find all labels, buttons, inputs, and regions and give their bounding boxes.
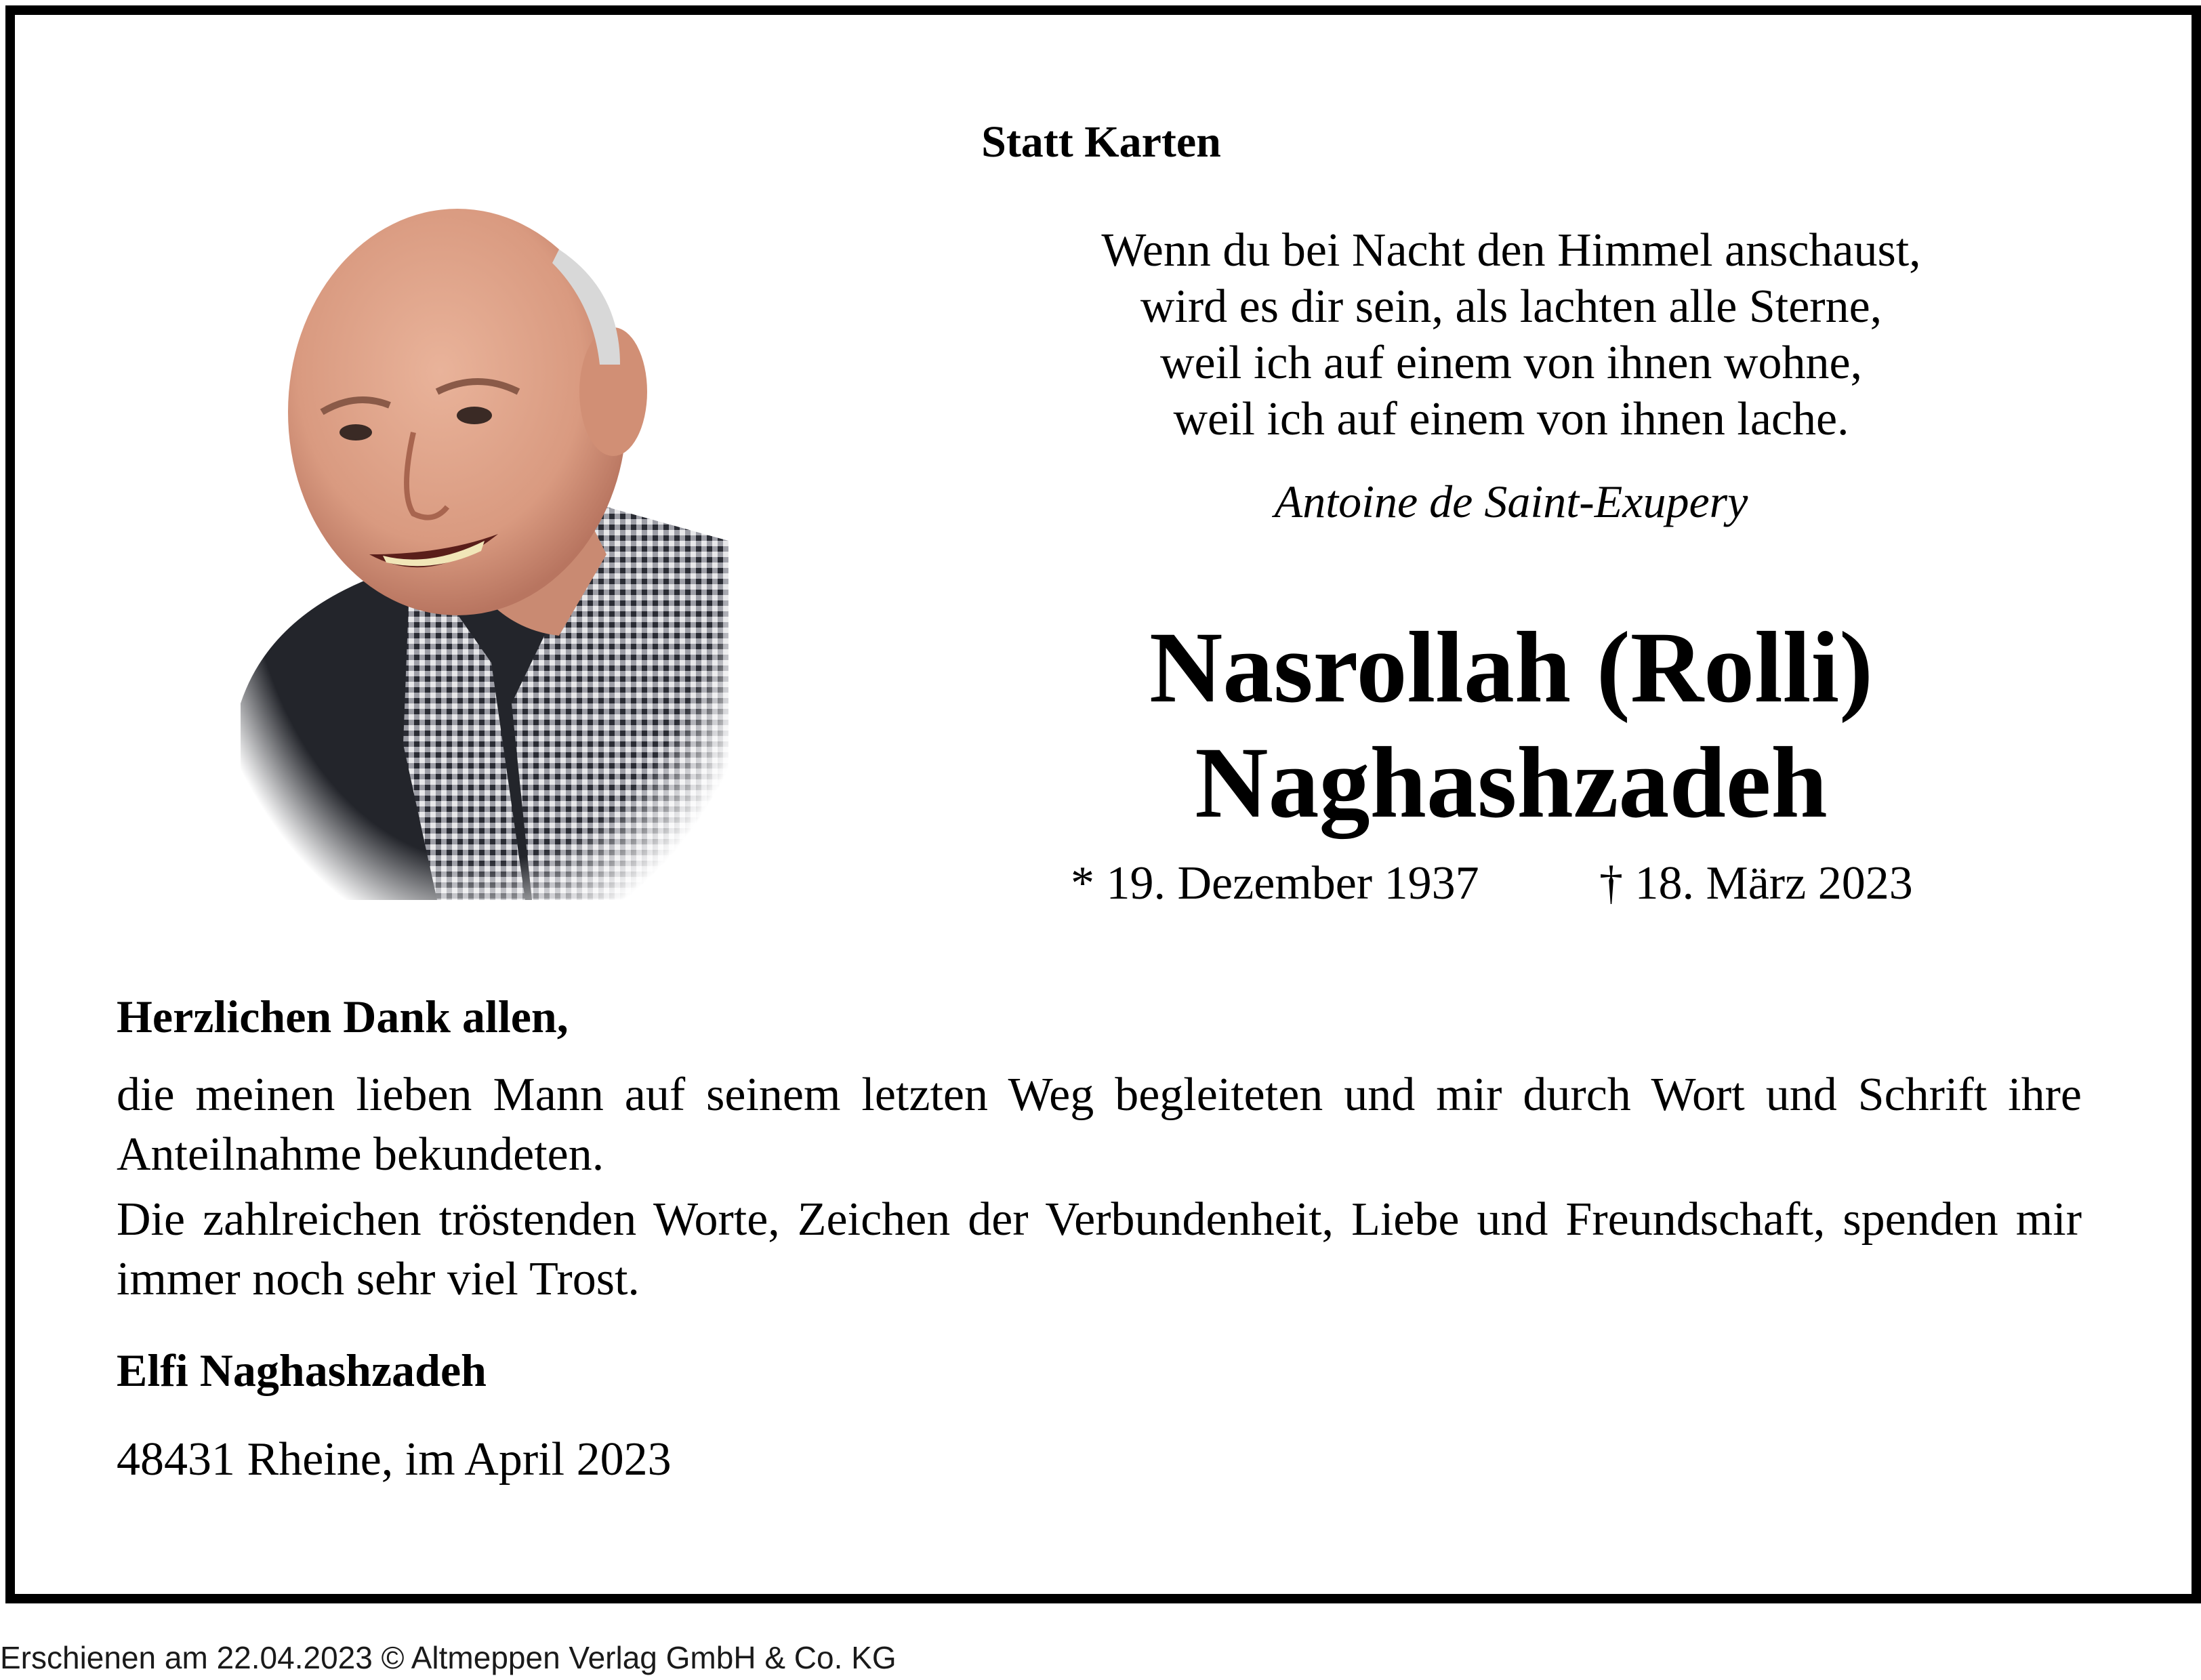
death-date: † 18. März 2023 xyxy=(1599,857,1913,909)
poem xyxy=(1003,222,2019,447)
thanks-paragraph-1: die meinen lieben Mann auf seinem letzten Weg begleiteten und mir durch Wort und Schrift ihre Anteilnahme bekundeten. xyxy=(117,1069,2082,1181)
deceased-first-name: Nasrollah (Rolli) xyxy=(1149,611,1874,724)
portrait-photo xyxy=(241,188,728,900)
poem-line: wird es dir sein, als lachten alle Sterne, xyxy=(1140,281,1883,333)
deceased-name xyxy=(915,610,2107,840)
poem-author: Antoine de Saint-Exupery xyxy=(1274,476,1748,527)
notice-header: Statt Karten xyxy=(981,117,1221,167)
poem-line: weil ich auf einem von ihnen wohne, xyxy=(1159,337,1863,389)
poem-line: weil ich auf einem von ihnen lache. xyxy=(1173,393,1849,445)
thanks-paragraph-2: Die zahlreichen tröstenden Worte, Zeichen der Verbundenheit, Liebe und Freundschaft, spenden mir immer noch sehr viel Trost. xyxy=(117,1193,2082,1305)
birth-date: * 19. Dezember 1937 xyxy=(1071,857,1479,909)
thanks-title: Herzlichen Dank allen, xyxy=(117,991,569,1042)
publication-footer: Erschienen am 22.04.2023 © Altmeppen Verlag GmbH & Co. KG xyxy=(0,1640,897,1675)
signature: Elfi Naghashzadeh xyxy=(117,1345,487,1396)
poem-line: Wenn du bei Nacht den Himmel anschaust, xyxy=(1101,224,1921,276)
place-date: 48431 Rheine, im April 2023 xyxy=(117,1433,672,1486)
deceased-last-name: Naghashzadeh xyxy=(1195,726,1828,839)
